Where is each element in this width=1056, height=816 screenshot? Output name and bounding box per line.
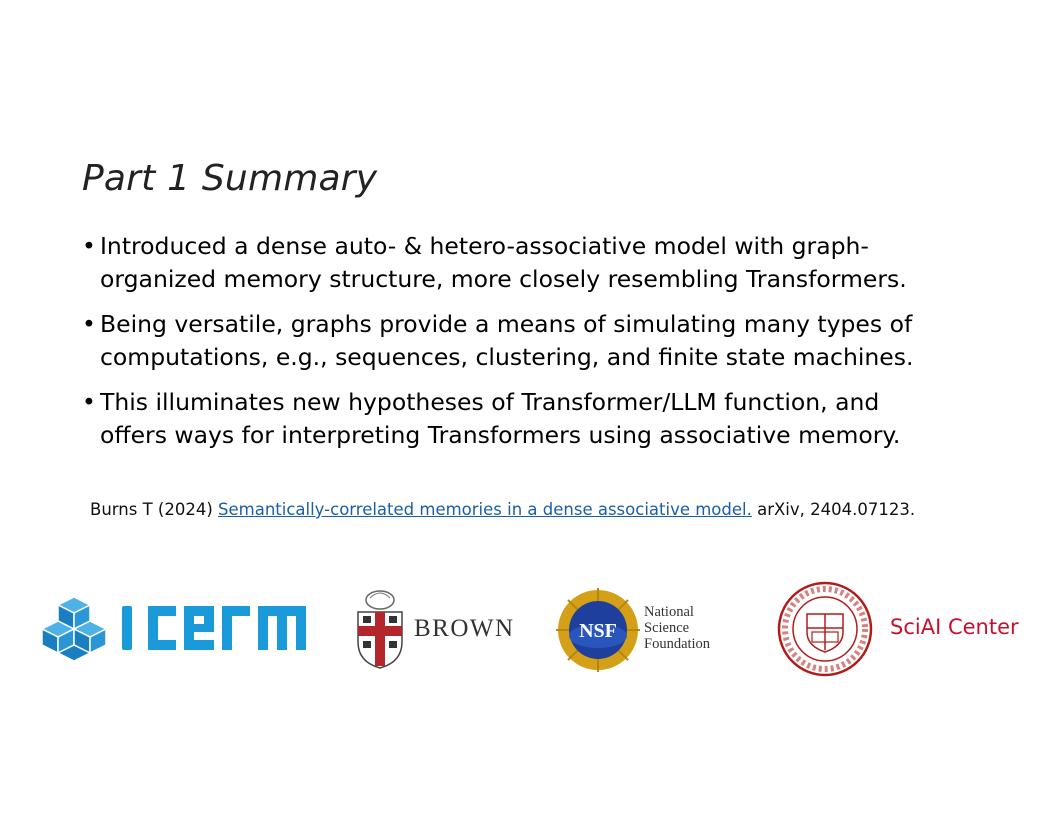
nsf-line: Foundation [644,636,711,652]
nsf-line: National [644,604,694,620]
bullet-item [82,230,982,296]
bullet-text-line2: organized memory structure, more closely resembling Transformers. [100,265,907,293]
paper-link[interactable]: Semantically-correlated memories in a dense associative model. [218,500,752,519]
nsf-seal-text: NSF [579,620,617,642]
citation-prefix: Burns T (2024) [90,500,219,519]
bullet-text-line2: computations, e.g., sequences, clustering, and finite state machines. [100,343,914,371]
nsf-wordmark [644,604,710,652]
bullet-item [82,308,982,374]
bullet-text-line1: Introduced a dense auto- & hetero-associative model with graph- [100,232,869,260]
brown-shield-icon [354,588,406,670]
icerm-wordmark [122,596,308,663]
icerm-letters [122,596,308,654]
bullet-item [82,386,982,452]
sciai-wordmark: SciAI Center [890,615,1019,639]
bullet-dot: • [82,310,96,338]
bullet-dot: • [82,388,96,416]
bullet-text-line1: Being versatile, graphs provide a means of simulating many types of [100,310,913,338]
cube-icon [40,595,108,661]
citation-suffix: arXiv, 2404.07123. [751,500,916,519]
nsf-line: Science [644,620,690,636]
nsf-seal-icon [556,588,640,672]
brown-wordmark: BROWN [414,615,515,642]
bullet-text-line1: This illuminates new hypotheses of Transformer/LLM function, and [100,388,880,416]
citation [90,500,915,519]
bullet-text-line2: offers ways for interpreting Transformers using associative memory. [100,421,901,449]
cornell-seal-icon [776,580,874,678]
slide-title: Part 1 Summary [82,158,378,199]
bullet-dot: • [82,232,96,260]
bullet-list [82,230,982,464]
